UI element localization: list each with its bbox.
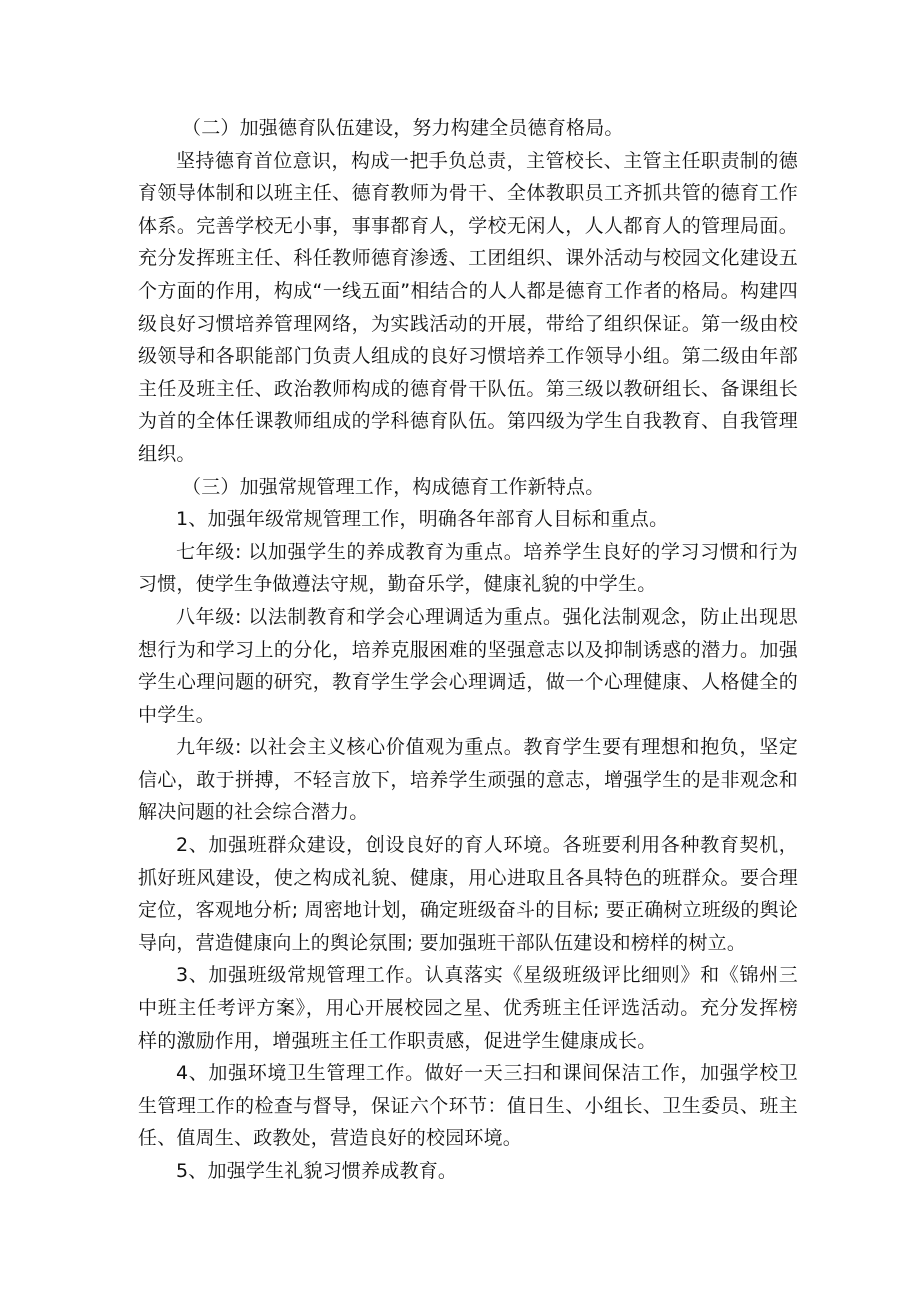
item-2-paragraph: 2、加强班群众建设，创设良好的育人环境。各班要利用各种教育契机，抓好班风建设，使之构成礼貌、健康，用心进取且各具特色的班群众。要合理定位，客观地分析; 周密地计划，确定班级奋斗的目标; 要正确树立班级的舆论导向，营造健康向上的舆论氛围; 要加强班干部队伍建设和榜样的树立。 [138, 834, 798, 954]
section-heading-2: （二）加强德育队伍建设，努力构建全员德育格局。 [182, 117, 624, 139]
item-3-paragraph: 3、加强班级常规管理工作。认真落实《星级班级评比细则》和《锦州三中班主任考评方案》，用心开展校园之星、优秀班主任评选活动。充分发挥榜样的激励作用，增强班主任工作职责感，促进学生健康成长。 [138, 964, 798, 1052]
paragraph-staff-building: 坚持德育首位意识，构成一把手负总责，主管校长、主管主任职责制的德育领导体制和以班主任、德育教师为骨干、全体教职员工齐抓共管的德育工作体系。完善学校无小事，事事都育人，学校无闲人，人人都育人的管理局面。充分发挥班主任、科任教师德育渗透、工团组织、课外活动与校园文化建设五个方面的作用，构成“一线五面”相结合的人人都是德育工作者的格局。构建四级良好习惯培养管理网络，为实践活动的开展，带给了组织保证。第一级由校级领导和各职能部门负责人组成的良好习惯培养工作领导小组。第二级由年部主任及班主任、政治教师构成的德育骨干队伍。第三级以教研组长、备课组长为首的全体任课教师组成的学科德育队伍。第四级为学生自我教育、自我管理组织。 [138, 149, 798, 465]
item-1-heading: 1、加强年级常规管理工作，明确各年部育人目标和重点。 [176, 508, 669, 531]
item-5-heading: 5、加强学生礼貌习惯养成教育。 [176, 1160, 458, 1182]
document-body [138, 112, 798, 1188]
item-4-paragraph: 4、加强环境卫生管理工作。做好一天三扫和课间保洁工作，加强学校卫生管理工作的检查与督导，保证六个环节：值日生、小组长、卫生委员、班主任、值周生、政教处，营造良好的校园环境。 [138, 1062, 798, 1150]
paragraph-grade-8: 八年级: 以法制教育和学会心理调适为重点。强化法制观念，防止出现思想行为和学习上的分化，培养克服困难的坚强意志以及抑制诱惑的潜力。加强学生心理问题的研究，教育学生学会心理调适，做一个心理健康、人格健全的中学生。 [138, 605, 798, 726]
paragraph-grade-9: 九年级: 以社会主义核心价值观为重点。教育学生要有理想和抱负，坚定信心，敢于拼搏，不轻言放下，培养学生顽强的意志，增强学生的是非观念和解决问题的社会综合潜力。 [138, 736, 798, 824]
paragraph-grade-7: 七年级: 以加强学生的养成教育为重点。培养学生良好的学习习惯和行为习惯，使学生争做遵法守规，勤奋乐学，健康礼貌的中学生。 [138, 540, 798, 596]
section-heading-3: （三）加强常规管理工作，构成德育工作新特点。 [182, 475, 605, 498]
